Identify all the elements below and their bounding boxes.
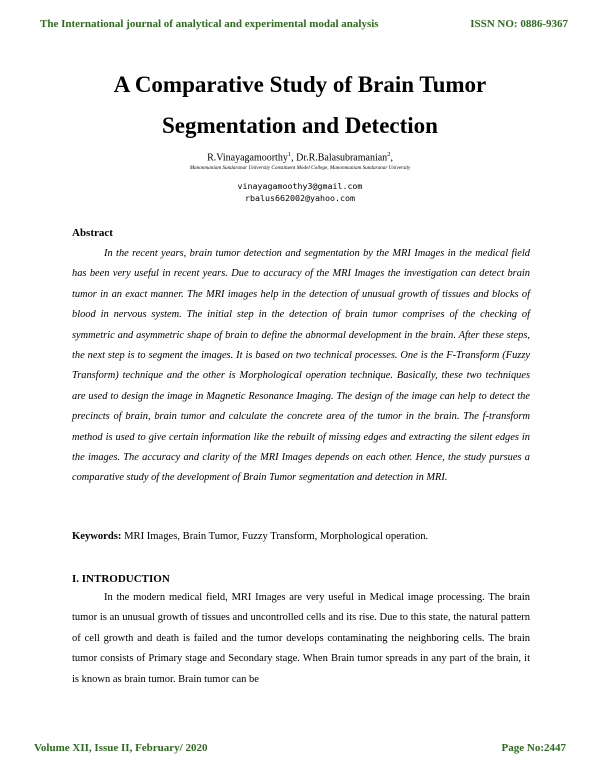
email-block (0, 180, 600, 204)
volume-info: Volume XII, Issue II, February/ 2020 (34, 742, 208, 754)
author-1-sup: 1 (287, 151, 292, 158)
introduction-body: In the modern medical field, MRI Images are very useful in Medical image processing. The brain tumor is an unusual growth of tissues and uncontrolled cells and its rise. Due to this state, the natural pattern of cell growth and death is failed and the tumor develops contaminating the neighboring cells. The brain tumor consists of Primary stage and Secondary stage. When Brain tumor spreads in any part of the brain, it is known as brain tumor. Brain tumor can be (72, 592, 530, 685)
author-2-sup: 2 (387, 151, 391, 158)
author-2: , Dr.R.Balasubramanian (291, 152, 388, 164)
page-footer (0, 742, 600, 756)
email-1: vinayagamoothy3@gmail.com (237, 181, 363, 191)
page-header (0, 18, 600, 32)
page-number: Page No:2447 (501, 742, 566, 754)
paper-title (0, 64, 600, 146)
journal-name: The International journal of analytical and experimental modal analysis (40, 18, 379, 30)
affiliation: Manonmaniam Sundaranar University Constituent Model College, Manonmaniam Sundaranar University (189, 165, 411, 171)
email-2: rbalus662002@yahoo.com (245, 193, 355, 203)
author-1: R.Vinayagamoorthy (207, 152, 288, 164)
title-line-1: A Comparative Study of Brain Tumor (113, 72, 487, 97)
issn-number: ISSN NO: 0886-9367 (470, 18, 568, 30)
keywords-line (72, 531, 530, 542)
author-line (0, 151, 600, 163)
abstract-body: In the recent years, brain tumor detection and segmentation by the MRI Images in the medical field has been very useful in recent years. Due to accuracy of the MRI Images the investigation can detect brain tumor in an exact manner. The MRI images help in the detection of unusual growth of tissues and blocks of blood in nervous system. The initial step in the detection of brain tumor comprises of the checking of symmetric and asymmetric shape of brain to define the abnormal development in the brain. After these steps, the next step is to segment the images. It is based on two technical processes. One is the F-Transform (Fuzzy Transform) technique and the other is Morphological operation technique. Basically, these two techniques are used to design the image in Magnetic Resonance Imaging. The design of the image can help to detect the precincts of brain, brain tumor and calculate the concrete area of the tumor in the brain. The f-transform method is used to give certain information like the rebuilt of missing edges and extracting the silent edges in the images. The accuracy and clarity of the MRI Images depends on each other. Hence, the study pursues a comparative study of the development of Brain Tumor segmentation and detection in MRI. (72, 248, 530, 484)
title-line-2: Segmentation and Detection (162, 113, 438, 138)
keywords-text: MRI Images, Brain Tumor, Fuzzy Transform, Morphological operation. (121, 531, 429, 542)
author-end: , (390, 152, 393, 164)
abstract-heading: Abstract (72, 227, 113, 239)
keywords-label: Keywords: (72, 531, 122, 542)
introduction-heading: I. INTRODUCTION (72, 573, 170, 585)
